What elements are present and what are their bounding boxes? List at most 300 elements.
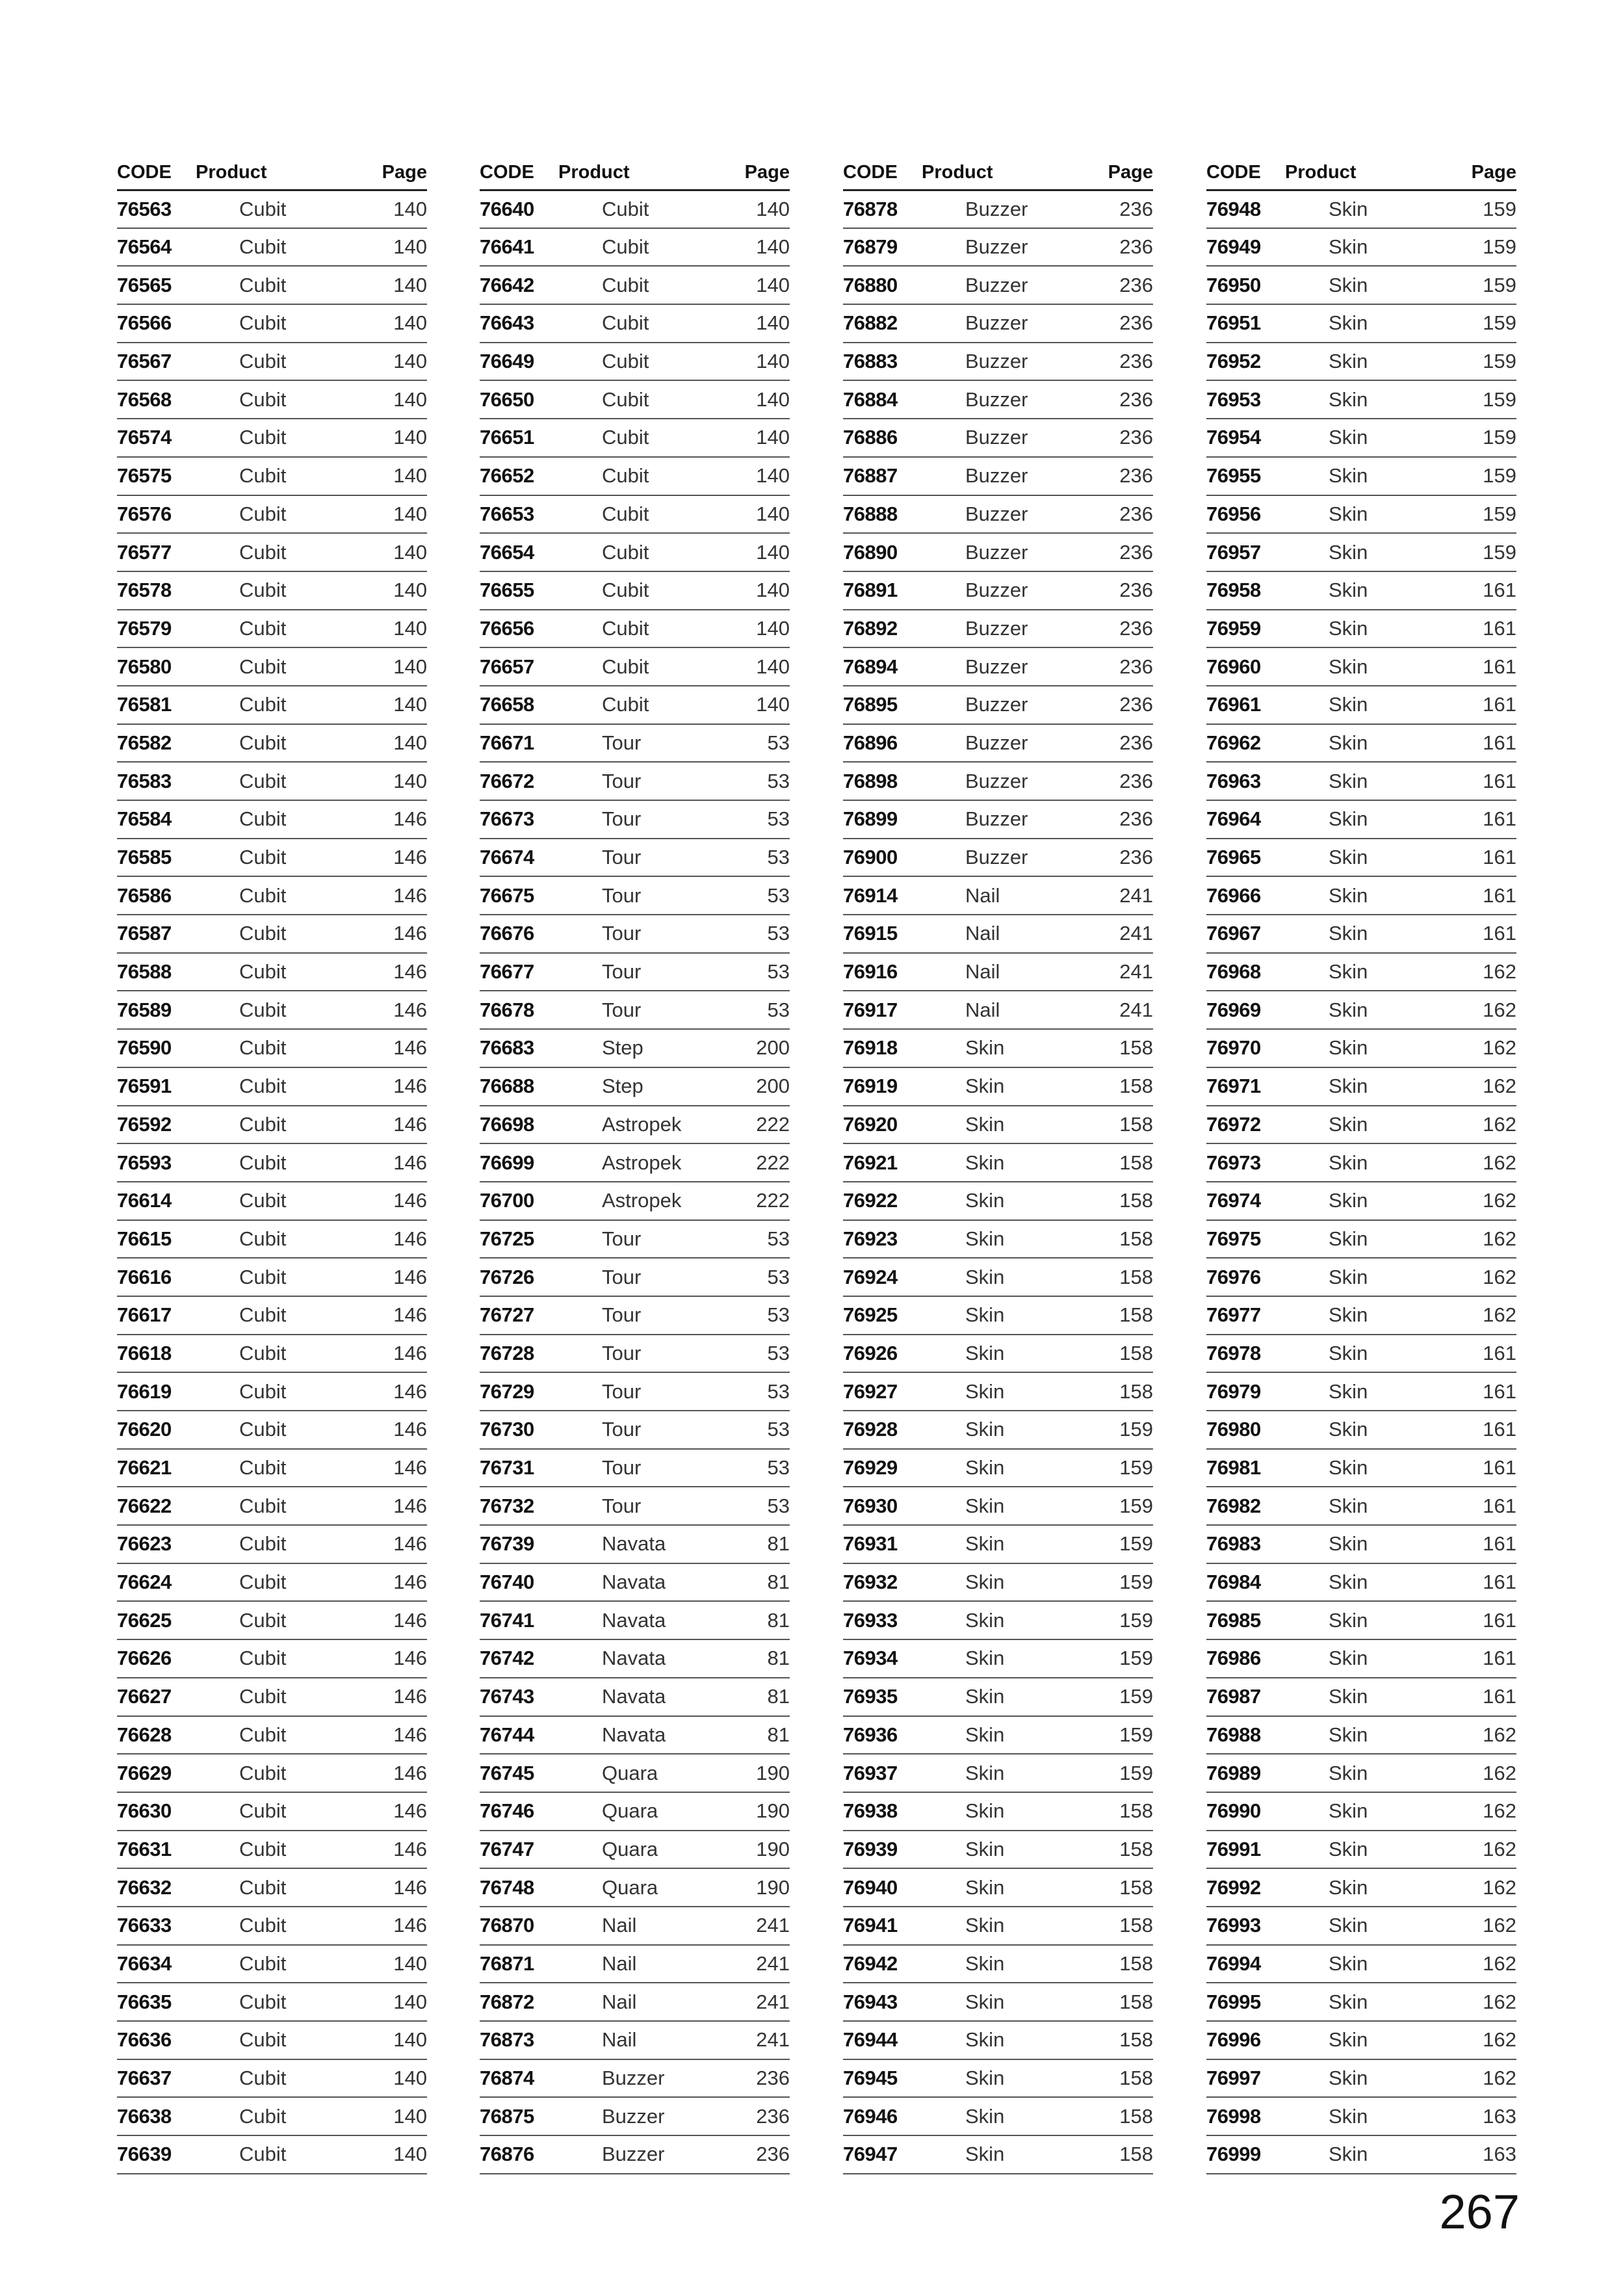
table-row <box>1206 800 1516 839</box>
code-cell: 76683 <box>480 1029 553 1067</box>
product-cell: Navata <box>553 1639 720 1678</box>
page-cell: 236 <box>1083 724 1153 763</box>
code-cell: 76985 <box>1206 1601 1280 1639</box>
page-cell: 159 <box>1446 304 1516 343</box>
product-cell: Skin <box>1280 380 1446 419</box>
product-cell: Skin <box>1280 800 1446 839</box>
page-cell: 146 <box>357 1335 427 1373</box>
code-cell: 76994 <box>1206 1945 1280 1983</box>
code-cell: 76970 <box>1206 1029 1280 1067</box>
product-cell: Skin <box>1280 533 1446 571</box>
code-cell: 76887 <box>843 457 916 495</box>
page-cell: 161 <box>1446 647 1516 686</box>
table-row <box>1206 266 1516 304</box>
page-cell: 146 <box>357 915 427 953</box>
product-cell: Skin <box>1280 915 1446 953</box>
product-cell: Buzzer <box>916 304 1083 343</box>
page-cell: 53 <box>720 1411 790 1449</box>
page-cell: 53 <box>720 953 790 991</box>
product-cell: Cubit <box>553 457 720 495</box>
product-cell: Cubit <box>190 915 357 953</box>
product-cell: Cubit <box>553 343 720 381</box>
product-cell: Buzzer <box>553 2135 720 2174</box>
table-row <box>1206 1143 1516 1182</box>
table-row <box>1206 1372 1516 1411</box>
page-cell: 162 <box>1446 1831 1516 1869</box>
product-cell: Cubit <box>190 1487 357 1525</box>
table-row <box>480 1792 790 1831</box>
page-cell: 236 <box>1083 380 1153 419</box>
page-cell: 53 <box>720 1335 790 1373</box>
code-cell: 76993 <box>1206 1907 1280 1945</box>
code-cell: 76875 <box>480 2097 553 2135</box>
code-cell: 76658 <box>480 686 553 724</box>
code-cell: 76632 <box>117 1868 190 1907</box>
table-row <box>843 1106 1153 1144</box>
table-row <box>117 2097 427 2135</box>
product-cell: Skin <box>1280 1601 1446 1639</box>
product-cell: Cubit <box>190 1258 357 1296</box>
product-cell: Cubit <box>553 495 720 534</box>
code-cell: 76916 <box>843 953 916 991</box>
product-cell: Cubit <box>190 762 357 800</box>
page-cell: 81 <box>720 1716 790 1755</box>
table-row <box>117 1754 427 1792</box>
product-cell: Tour <box>553 1335 720 1373</box>
table-row <box>843 991 1153 1029</box>
code-cell: 76876 <box>480 2135 553 2174</box>
table-body <box>117 190 427 2174</box>
page-cell: 162 <box>1446 1296 1516 1335</box>
page-cell: 140 <box>720 610 790 648</box>
table-row <box>843 1449 1153 1487</box>
code-cell: 76978 <box>1206 1335 1280 1373</box>
table-row <box>117 1182 427 1220</box>
code-cell: 76636 <box>117 2021 190 2059</box>
page-cell: 162 <box>1446 1258 1516 1296</box>
table-row <box>1206 1907 1516 1945</box>
page-cell: 140 <box>357 762 427 800</box>
page-cell: 146 <box>357 1868 427 1907</box>
product-cell: Skin <box>1280 876 1446 915</box>
table-row <box>480 380 790 419</box>
product-cell: Nail <box>916 991 1083 1029</box>
page-cell: 161 <box>1446 1449 1516 1487</box>
table-row <box>843 1372 1153 1411</box>
code-cell: 76892 <box>843 610 916 648</box>
page-cell: 140 <box>357 419 427 457</box>
page-cell: 140 <box>720 380 790 419</box>
product-cell: Skin <box>1280 1525 1446 1563</box>
product-cell: Skin <box>1280 1792 1446 1831</box>
table-row <box>480 1868 790 1907</box>
product-cell: Nail <box>553 1983 720 2021</box>
page-cell: 146 <box>357 1220 427 1259</box>
table-row <box>480 1563 790 1602</box>
page-cell: 158 <box>1083 1983 1153 2021</box>
page-cell: 140 <box>357 647 427 686</box>
index-table-column-3 <box>843 156 1153 2174</box>
page-cell: 162 <box>1446 1754 1516 1792</box>
product-cell: Skin <box>1280 2021 1446 2059</box>
table-row <box>1206 533 1516 571</box>
code-cell: 76745 <box>480 1754 553 1792</box>
table-row <box>843 1335 1153 1373</box>
product-cell: Skin <box>1280 1067 1446 1106</box>
page-cell: 236 <box>1083 495 1153 534</box>
product-cell: Buzzer <box>916 686 1083 724</box>
table-row <box>843 1792 1153 1831</box>
table-row <box>480 647 790 686</box>
page-cell: 140 <box>357 686 427 724</box>
product-cell: Skin <box>1280 457 1446 495</box>
code-cell: 76621 <box>117 1449 190 1487</box>
code-cell: 76642 <box>480 266 553 304</box>
code-cell: 76649 <box>480 343 553 381</box>
code-cell: 76743 <box>480 1678 553 1716</box>
product-cell: Buzzer <box>916 839 1083 877</box>
code-cell: 76619 <box>117 1372 190 1411</box>
table-row <box>1206 1601 1516 1639</box>
code-cell: 76566 <box>117 304 190 343</box>
page-cell: 236 <box>720 2097 790 2135</box>
table-row <box>1206 1868 1516 1907</box>
page-cell: 241 <box>720 1907 790 1945</box>
table-row <box>843 1067 1153 1106</box>
page-cell: 162 <box>1446 1907 1516 1945</box>
table-row <box>117 2059 427 2098</box>
page-cell: 53 <box>720 724 790 763</box>
table-body <box>480 190 790 2174</box>
product-cell: Cubit <box>190 953 357 991</box>
page-cell: 158 <box>1083 2059 1153 2098</box>
product-cell: Cubit <box>190 1411 357 1449</box>
table-row <box>480 991 790 1029</box>
table-row <box>117 1868 427 1907</box>
product-cell: Skin <box>1280 1831 1446 1869</box>
page-cell: 53 <box>720 1258 790 1296</box>
table-row <box>1206 1983 1516 2021</box>
code-cell: 76939 <box>843 1831 916 1869</box>
code-cell: 76579 <box>117 610 190 648</box>
table-row <box>117 953 427 991</box>
product-cell: Cubit <box>190 1792 357 1831</box>
code-cell: 76900 <box>843 839 916 877</box>
table-row <box>843 1678 1153 1716</box>
code-cell: 76883 <box>843 343 916 381</box>
code-cell: 76922 <box>843 1182 916 1220</box>
table-row <box>480 457 790 495</box>
code-cell: 76630 <box>117 1792 190 1831</box>
product-cell: Skin <box>1280 1106 1446 1144</box>
page-cell: 161 <box>1446 686 1516 724</box>
page-cell: 159 <box>1083 1639 1153 1678</box>
product-cell: Cubit <box>190 304 357 343</box>
table-row <box>480 610 790 648</box>
product-cell: Cubit <box>553 571 720 610</box>
table-row <box>1206 686 1516 724</box>
product-cell: Cubit <box>190 533 357 571</box>
table-row <box>843 1754 1153 1792</box>
table-row <box>843 457 1153 495</box>
page-cell: 159 <box>1083 1601 1153 1639</box>
table-row <box>117 2021 427 2059</box>
page-header: Page <box>1083 156 1153 190</box>
page-cell: 159 <box>1446 533 1516 571</box>
page-cell: 146 <box>357 876 427 915</box>
table-row <box>480 343 790 381</box>
code-cell: 76938 <box>843 1792 916 1831</box>
table-row <box>117 419 427 457</box>
page-cell: 190 <box>720 1831 790 1869</box>
table-row <box>843 839 1153 877</box>
product-cell: Skin <box>1280 1143 1446 1182</box>
code-cell: 76964 <box>1206 800 1280 839</box>
table-row <box>843 800 1153 839</box>
table-row <box>480 1411 790 1449</box>
code-cell: 76927 <box>843 1372 916 1411</box>
code-cell: 76574 <box>117 419 190 457</box>
product-cell: Tour <box>553 724 720 763</box>
product-cell: Skin <box>916 1639 1083 1678</box>
code-cell: 76624 <box>117 1563 190 1602</box>
code-cell: 76929 <box>843 1449 916 1487</box>
product-cell: Skin <box>916 1907 1083 1945</box>
page-cell: 159 <box>1446 228 1516 267</box>
page-cell: 140 <box>357 266 427 304</box>
code-cell: 76740 <box>480 1563 553 1602</box>
code-cell: 76984 <box>1206 1563 1280 1602</box>
page-number: 267 <box>1439 2185 1520 2239</box>
page-cell: 140 <box>720 533 790 571</box>
product-cell: Cubit <box>190 457 357 495</box>
table-row <box>843 1907 1153 1945</box>
table-row <box>117 457 427 495</box>
code-cell: 76615 <box>117 1220 190 1259</box>
code-cell: 76944 <box>843 2021 916 2059</box>
product-cell: Cubit <box>190 724 357 763</box>
code-cell: 76942 <box>843 1945 916 1983</box>
page-cell: 146 <box>357 953 427 991</box>
page-cell: 140 <box>357 571 427 610</box>
page-cell: 159 <box>1446 457 1516 495</box>
code-cell: 76563 <box>117 190 190 228</box>
product-cell: Skin <box>1280 1754 1446 1792</box>
code-cell: 76657 <box>480 647 553 686</box>
table-row <box>843 571 1153 610</box>
product-cell: Cubit <box>190 380 357 419</box>
code-cell: 76727 <box>480 1296 553 1335</box>
page-cell: 140 <box>720 495 790 534</box>
product-cell: Cubit <box>190 1335 357 1373</box>
product-cell: Skin <box>1280 1029 1446 1067</box>
page-cell: 161 <box>1446 1487 1516 1525</box>
product-cell: Astropek <box>553 1182 720 1220</box>
code-cell: 76580 <box>117 647 190 686</box>
product-cell: Skin <box>916 1182 1083 1220</box>
table-row <box>117 1106 427 1144</box>
code-cell: 76968 <box>1206 953 1280 991</box>
code-cell: 76976 <box>1206 1258 1280 1296</box>
table-row <box>1206 762 1516 800</box>
code-cell: 76575 <box>117 457 190 495</box>
table-row <box>117 800 427 839</box>
page-cell: 236 <box>1083 304 1153 343</box>
product-cell: Tour <box>553 953 720 991</box>
table-row <box>117 1220 427 1259</box>
page-cell: 146 <box>357 800 427 839</box>
page-cell: 190 <box>720 1792 790 1831</box>
code-cell: 76872 <box>480 1983 553 2021</box>
code-cell: 76565 <box>117 266 190 304</box>
product-cell: Skin <box>1280 343 1446 381</box>
code-cell: 76917 <box>843 991 916 1029</box>
page-cell: 236 <box>720 2135 790 2174</box>
product-cell: Skin <box>916 1525 1083 1563</box>
product-cell: Skin <box>1280 1220 1446 1259</box>
table-row <box>480 2021 790 2059</box>
page-cell: 159 <box>1083 1678 1153 1716</box>
product-cell: Buzzer <box>553 2097 720 2135</box>
product-cell: Skin <box>1280 304 1446 343</box>
code-header: CODE <box>843 156 916 190</box>
code-cell: 76965 <box>1206 839 1280 877</box>
code-cell: 76949 <box>1206 228 1280 267</box>
code-cell: 76652 <box>480 457 553 495</box>
code-cell: 76638 <box>117 2097 190 2135</box>
table-row <box>1206 495 1516 534</box>
code-cell: 76987 <box>1206 1678 1280 1716</box>
page-cell: 162 <box>1446 953 1516 991</box>
page-cell: 161 <box>1446 839 1516 877</box>
table-row <box>480 304 790 343</box>
table-row <box>117 915 427 953</box>
product-cell: Buzzer <box>916 610 1083 648</box>
code-cell: 76564 <box>117 228 190 267</box>
page-cell: 158 <box>1083 1907 1153 1945</box>
product-cell: Skin <box>1280 1945 1446 1983</box>
code-cell: 76957 <box>1206 533 1280 571</box>
product-cell: Cubit <box>190 1868 357 1907</box>
page-cell: 161 <box>1446 876 1516 915</box>
page-cell: 158 <box>1083 1220 1153 1259</box>
table-row <box>843 724 1153 763</box>
product-cell: Tour <box>553 1411 720 1449</box>
page-cell: 162 <box>1446 1106 1516 1144</box>
code-cell: 76870 <box>480 1907 553 1945</box>
page-cell: 158 <box>1083 1868 1153 1907</box>
table-row <box>843 1831 1153 1869</box>
page-cell: 162 <box>1446 1182 1516 1220</box>
page-cell: 140 <box>720 457 790 495</box>
table-row <box>843 1182 1153 1220</box>
code-cell: 76886 <box>843 419 916 457</box>
table-row <box>1206 1639 1516 1678</box>
table-row <box>480 1678 790 1716</box>
table-row <box>1206 1449 1516 1487</box>
page-cell: 159 <box>1446 419 1516 457</box>
product-cell: Cubit <box>553 647 720 686</box>
page-cell: 158 <box>1083 1296 1153 1335</box>
table-row <box>1206 457 1516 495</box>
table-row <box>480 1220 790 1259</box>
product-cell: Skin <box>1280 1449 1446 1487</box>
product-cell: Cubit <box>190 1716 357 1755</box>
page-cell: 159 <box>1446 495 1516 534</box>
page-cell: 222 <box>720 1143 790 1182</box>
page-cell: 140 <box>357 2021 427 2059</box>
page-cell: 158 <box>1083 1029 1153 1067</box>
page-cell: 236 <box>1083 190 1153 228</box>
page-cell: 53 <box>720 800 790 839</box>
table-row <box>1206 1716 1516 1755</box>
product-cell: Skin <box>1280 953 1446 991</box>
table-row <box>1206 1220 1516 1259</box>
code-cell: 76919 <box>843 1067 916 1106</box>
product-cell: Skin <box>1280 686 1446 724</box>
table-header-row <box>1206 156 1516 190</box>
code-cell: 76747 <box>480 1831 553 1869</box>
table-row <box>480 1106 790 1144</box>
page-cell: 146 <box>357 839 427 877</box>
code-cell: 76742 <box>480 1639 553 1678</box>
table-row <box>843 343 1153 381</box>
table-row <box>843 1716 1153 1755</box>
page-cell: 236 <box>1083 571 1153 610</box>
code-cell: 76617 <box>117 1296 190 1335</box>
code-cell: 76741 <box>480 1601 553 1639</box>
product-cell: Nail <box>916 915 1083 953</box>
page-cell: 140 <box>720 571 790 610</box>
product-cell: Cubit <box>553 686 720 724</box>
table-row <box>1206 991 1516 1029</box>
product-cell: Tour <box>553 1372 720 1411</box>
code-cell: 76651 <box>480 419 553 457</box>
table-row <box>480 1143 790 1182</box>
table-row <box>1206 1296 1516 1335</box>
code-header: CODE <box>480 156 553 190</box>
page-cell: 158 <box>1083 1258 1153 1296</box>
table-row <box>117 571 427 610</box>
page-cell: 53 <box>720 915 790 953</box>
code-cell: 76672 <box>480 762 553 800</box>
product-cell: Tour <box>553 1487 720 1525</box>
code-cell: 76746 <box>480 1792 553 1831</box>
code-cell: 76962 <box>1206 724 1280 763</box>
product-cell: Navata <box>553 1716 720 1755</box>
table-row <box>480 2059 790 2098</box>
code-cell: 76675 <box>480 876 553 915</box>
table-row <box>480 495 790 534</box>
code-header: CODE <box>117 156 190 190</box>
page-cell: 161 <box>1446 1639 1516 1678</box>
code-cell: 76614 <box>117 1182 190 1220</box>
page-cell: 140 <box>357 533 427 571</box>
code-cell: 76731 <box>480 1449 553 1487</box>
page-cell: 236 <box>1083 533 1153 571</box>
page-cell: 236 <box>1083 610 1153 648</box>
table-row <box>843 1258 1153 1296</box>
table-header-row <box>480 156 790 190</box>
table-row <box>1206 610 1516 648</box>
table-row <box>117 533 427 571</box>
product-cell: Cubit <box>190 2097 357 2135</box>
product-cell: Cubit <box>190 839 357 877</box>
code-cell: 76931 <box>843 1525 916 1563</box>
product-cell: Cubit <box>190 647 357 686</box>
code-cell: 76945 <box>843 2059 916 2098</box>
page-cell: 159 <box>1446 266 1516 304</box>
